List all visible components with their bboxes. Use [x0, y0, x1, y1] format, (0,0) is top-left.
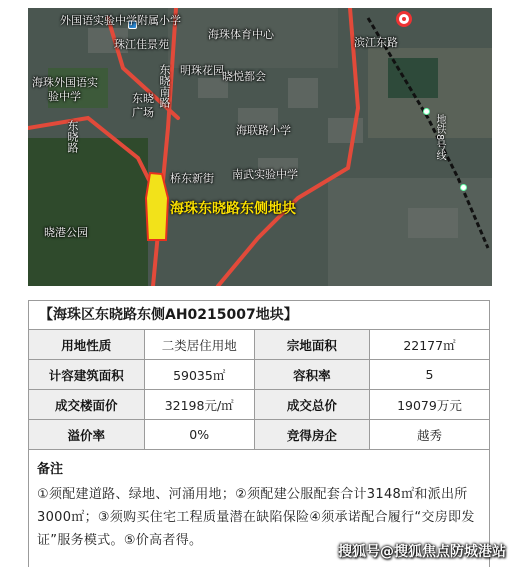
- label-zhujiang-jiayuan: 珠江佳景苑: [114, 38, 169, 51]
- value-cell: 越秀: [369, 420, 489, 450]
- header-cell: 宗地面积: [254, 330, 369, 360]
- value-cell: 二类居住用地: [144, 330, 254, 360]
- notes-section: [29, 450, 489, 552]
- table-title: 【海珠区东晓路东侧AH0215007地块】: [29, 301, 489, 330]
- header-cell: 竞得房企: [254, 420, 369, 450]
- label-binjiang-road: 滨江东路: [354, 36, 398, 49]
- label-xiyue-dudu: 晓悦都会: [222, 70, 266, 83]
- label-road-west: 东晓路: [66, 120, 79, 153]
- label-haidong-xiaoxue: 海联路小学: [236, 124, 291, 137]
- label-yanzhongxue: 验中学: [48, 90, 81, 103]
- watermark: 搜狐号@搜狐焦点防城港站: [338, 544, 506, 560]
- header-cell: 容积率: [254, 360, 369, 390]
- table-row: [29, 420, 489, 450]
- map-graphics: [28, 8, 492, 286]
- label-road-dongxiao: 东晓南路: [158, 64, 171, 108]
- label-haizhu-waiguoyu: 海珠外国语实: [32, 76, 98, 89]
- notes-body: ①须配建道路、绿地、河涌用地；②须配建公服配套合计3148㎡和派出所3000㎡；③须购买住宅工程质量潜在缺陷保险④须承诺配合履行“交房即发证”服务模式。⑤价高者得。: [37, 487, 475, 548]
- plot-label: 海珠东晓路东侧地块: [170, 201, 296, 217]
- header-cell: 成交总价: [254, 390, 369, 420]
- value-cell: 22177㎡: [369, 330, 489, 360]
- value-cell: 5: [369, 360, 489, 390]
- label-guangchang: 广场: [132, 106, 154, 119]
- plot-polygon: [146, 173, 168, 240]
- label-xiaogang-park: 晓港公园: [44, 226, 88, 239]
- table-row: [29, 390, 489, 420]
- metro-station-icon: [423, 108, 430, 115]
- notes-title: 备注: [37, 462, 64, 477]
- location-pin-icon: [396, 11, 412, 27]
- satellite-map: [28, 8, 492, 286]
- table-row: [29, 330, 489, 360]
- label-mingzhu-garden: 明珠花园: [180, 64, 224, 77]
- land-info-table-container: [28, 300, 490, 567]
- header-cell: 成交楼面价: [29, 390, 144, 420]
- label-qiaodong-xinjie: 桥东新街: [170, 172, 214, 185]
- label-haizhu-tiyu: 海珠体育中心: [208, 28, 274, 41]
- header-cell: 用地性质: [29, 330, 144, 360]
- label-metro: 地铁8号线: [434, 114, 445, 161]
- land-info-table: [29, 330, 489, 450]
- value-cell: 0%: [144, 420, 254, 450]
- label-school-top: 外国语实验中学附属小学: [60, 14, 181, 27]
- metro-station-icon: [460, 184, 467, 191]
- header-cell: 计容建筑面积: [29, 360, 144, 390]
- value-cell: 19079万元: [369, 390, 489, 420]
- value-cell: 59035㎡: [144, 360, 254, 390]
- table-row: [29, 360, 489, 390]
- label-dongxiao: 东晓: [132, 92, 154, 105]
- value-cell: 32198元/㎡: [144, 390, 254, 420]
- header-cell: 溢价率: [29, 420, 144, 450]
- label-nancheng: 南武实验中学: [232, 168, 298, 181]
